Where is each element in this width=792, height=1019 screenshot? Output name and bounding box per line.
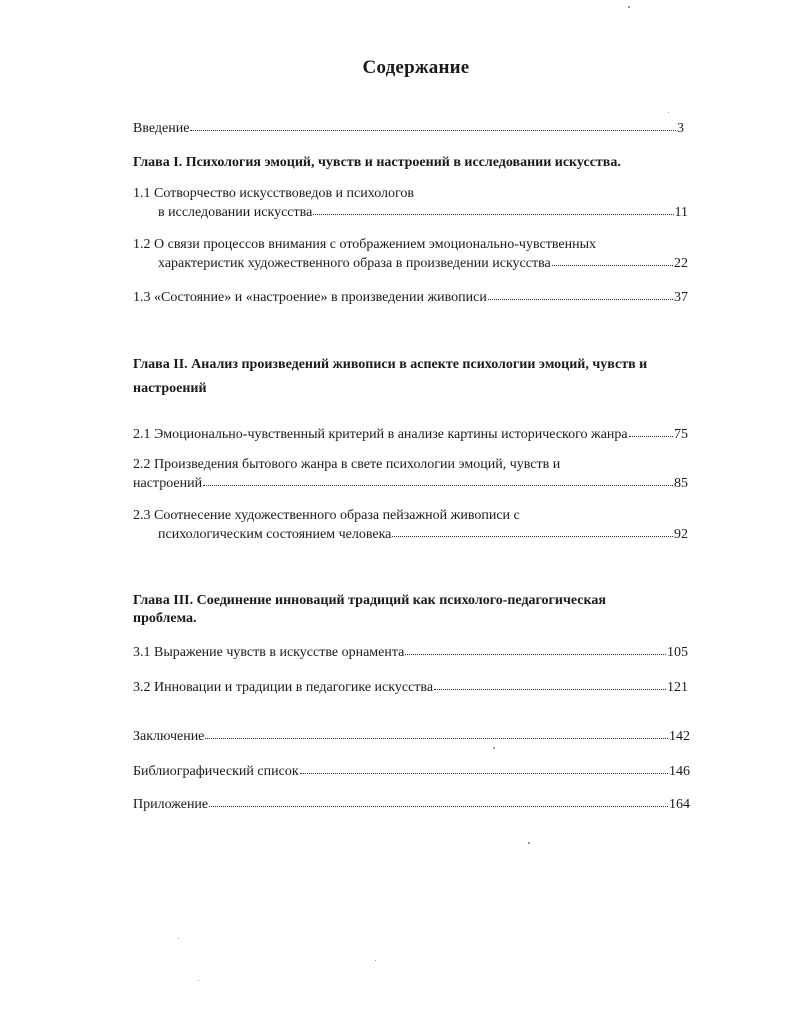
toc-entry-2-2-line1: 2.2 Произведения бытового жанра в свете психологии эмоций, чувств и bbox=[133, 457, 561, 472]
scan-speck bbox=[528, 842, 530, 844]
toc-label: 3.1 Выражение чувств в искусстве орнамента bbox=[133, 645, 405, 660]
toc-entry-bibliography[interactable] bbox=[133, 763, 690, 780]
toc-label: Библиографический список bbox=[133, 764, 299, 779]
dot-leader bbox=[300, 763, 668, 775]
chapter-1-heading: Глава I. Психология эмоций, чувств и настроений в исследовании искусства. bbox=[133, 155, 621, 170]
toc-entry-conclusion[interactable] bbox=[133, 728, 690, 745]
toc-entry-1-1[interactable] bbox=[158, 204, 688, 221]
dot-leader bbox=[629, 426, 673, 438]
toc-entry-appendix[interactable] bbox=[133, 796, 690, 813]
toc-entry-2-3[interactable] bbox=[158, 526, 688, 543]
scan-speck bbox=[198, 980, 199, 981]
toc-page-number: 105 bbox=[667, 645, 688, 660]
toc-page-number: 22 bbox=[674, 256, 688, 271]
toc-label: настроений bbox=[133, 476, 203, 491]
toc-label: характеристик художественного образа в произведении искусства bbox=[158, 256, 551, 271]
chapter-2-heading-line2: настроений bbox=[133, 381, 207, 396]
dot-leader bbox=[434, 679, 666, 691]
toc-page-number: 37 bbox=[674, 290, 688, 305]
chapter-3-heading-line2: проблема. bbox=[133, 611, 197, 626]
dot-leader bbox=[209, 796, 668, 808]
toc-page-number: 142 bbox=[669, 729, 690, 744]
dot-leader bbox=[552, 255, 673, 267]
toc-label: в исследовании искусства bbox=[158, 205, 313, 220]
toc-page-number: 75 bbox=[674, 427, 688, 442]
toc-label: 3.2 Инновации и традиции в педагогике искусства bbox=[133, 680, 434, 695]
toc-entry-2-1[interactable] bbox=[133, 426, 688, 443]
chapter-3-heading-line1: Глава III. Соединение инноваций традиций как психолого-педагогическая bbox=[133, 593, 606, 608]
dot-leader bbox=[488, 289, 673, 301]
toc-label: психологическим состоянием человека bbox=[158, 527, 392, 542]
page-title: Содержание bbox=[362, 57, 470, 78]
toc-entry-intro[interactable] bbox=[133, 120, 684, 137]
toc-entry-2-2[interactable] bbox=[133, 475, 688, 492]
toc-entry-1-3[interactable] bbox=[133, 289, 688, 306]
toc-entry-3-1[interactable] bbox=[133, 644, 688, 661]
toc-page-number: 92 bbox=[674, 527, 688, 542]
toc-entry-1-1-line1: 1.1 Сотворчество искусствоведов и психологов bbox=[133, 186, 415, 201]
dot-leader bbox=[405, 644, 666, 656]
scan-speck bbox=[668, 112, 669, 113]
scan-speck bbox=[493, 747, 495, 749]
dot-leader bbox=[190, 120, 676, 132]
toc-entry-2-3-line1: 2.3 Соотнесение художественного образа пейзажной живописи с bbox=[133, 508, 520, 523]
toc-entry-1-2-line1: 1.2 О связи процессов внимания с отображением эмоционально-чувственных bbox=[133, 237, 596, 252]
toc-page-number: 85 bbox=[674, 476, 688, 491]
toc-page-number: 121 bbox=[667, 680, 688, 695]
toc-page-number: 146 bbox=[669, 764, 690, 779]
chapter-2-heading-line1: Глава II. Анализ произведений живописи в аспекте психологии эмоций, чувств и bbox=[133, 357, 648, 372]
toc-label: 1.3 «Состояние» и «настроение» в произведении живописи bbox=[133, 290, 487, 305]
dot-leader bbox=[205, 728, 668, 740]
toc-entry-3-2[interactable] bbox=[133, 679, 688, 696]
toc-label: Заключение bbox=[133, 729, 205, 744]
toc-entry-1-2[interactable] bbox=[158, 255, 688, 272]
dot-leader bbox=[203, 475, 673, 487]
scan-speck bbox=[178, 938, 179, 939]
toc-label: 2.1 Эмоционально-чувственный критерий в анализе картины исторического жанра bbox=[133, 427, 628, 442]
toc-page-number: 11 bbox=[674, 205, 688, 220]
toc-page-number: 164 bbox=[669, 797, 690, 812]
scan-speck bbox=[375, 960, 376, 961]
dot-leader bbox=[392, 526, 673, 538]
scan-speck bbox=[628, 6, 630, 8]
toc-label: Приложение bbox=[133, 797, 209, 812]
toc-label: Введение bbox=[133, 121, 190, 136]
dot-leader bbox=[313, 204, 673, 216]
toc-page-number: 3 bbox=[677, 121, 684, 136]
